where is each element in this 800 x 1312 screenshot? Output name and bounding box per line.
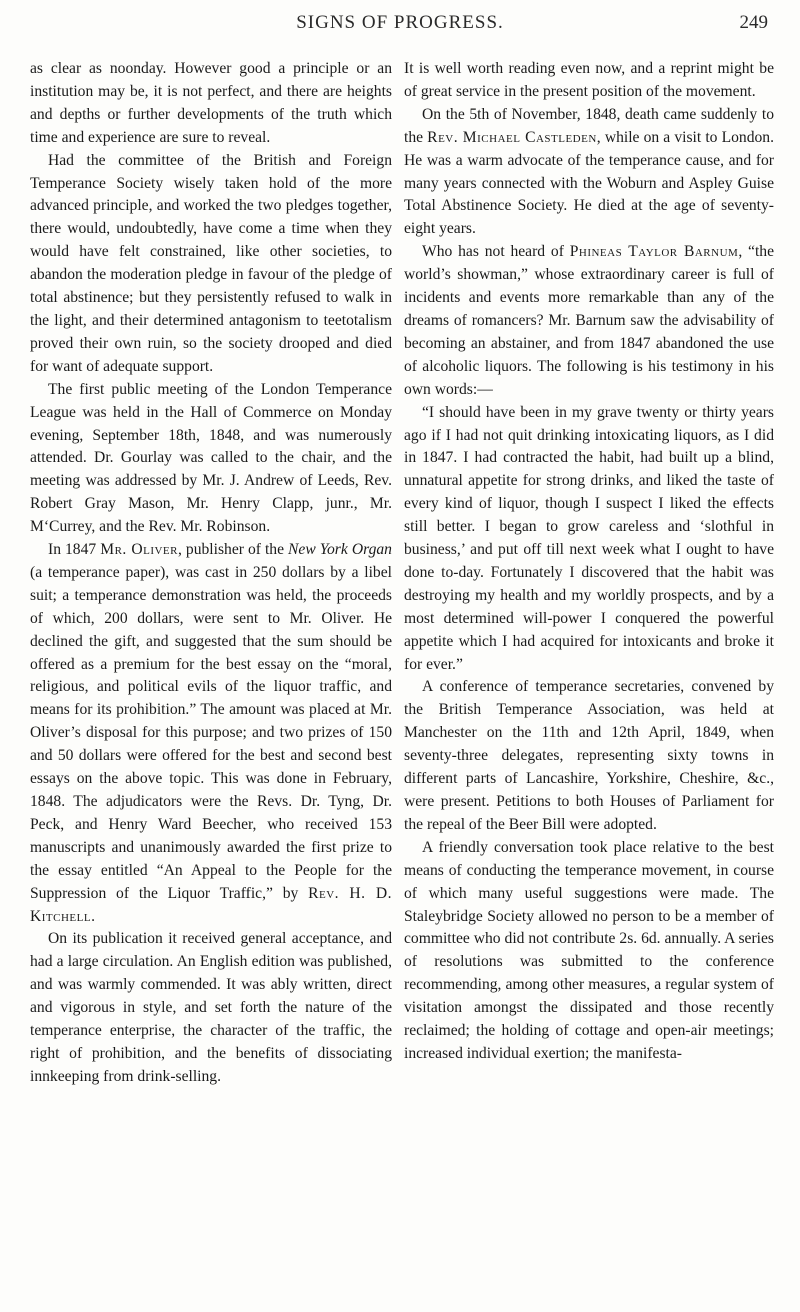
text-run: . bbox=[91, 907, 95, 925]
paragraph: A conference of temperance secretaries, convened by the British Temperance Association, was held at Manchester on the 11th and 12th April, 1849, when seventy-three delegates, representing sixty towns in different parts of Lancashire, Yorkshire, Cheshire, &c., were present. Petitions to both Houses of Parliament for the repeal of the Beer Bill were adopted. bbox=[404, 678, 774, 833]
paragraph: Had the committee of the British and Foreign Temperance Society wisely taken hold of the more advanced principle, and worked the two pledges together, there would, undoubtedly, have come a time when they would have felt constrained, like other societies, to abandon the moderation pledge in favour of the pledge of total abstinence; but they persistently refused to walk in the light, and their determined antagonism to teetotalism proved their own ruin, so the society drooped and died for want of adequate support. bbox=[30, 151, 392, 375]
paragraph bbox=[404, 104, 774, 241]
text-run: (a temperance paper), was cast in 250 dollars by a libel suit; a temperance demonstration was held, the proceeds of which, 200 dollars, were sent to Mr. Oliver. He declined the gift, and suggested that the sum should be offered as a premium for the best essay on the “moral, religious, and political evils of the liquor traffic, and means for its prohibition.” The amount was placed at Mr. Oliver’s disposal for this purpose; and two prizes of 150 and 50 dollars were offered for the best and second best essays on the above topic. This was done in February, 1848. The adjudicators were the Revs. Dr. Tyng, Dr. Peck, and Henry Ward Beecher, who received 153 manuscripts and unanimously awarded the first prize to the essay entitled “An Appeal to the People for the Suppression of the Liquor Traffic,” by bbox=[30, 563, 392, 902]
paragraph bbox=[404, 241, 774, 401]
left-column bbox=[30, 58, 392, 1089]
text-run: , “the world’s showman,” whose extraordinary career is full of incidents and events more remarkable than any of the dreams of romancers? Mr. Barnum saw the advisability of becoming an abstainer, and from 1847 abandoned the use of alcoholic liquors. The following is his testimony in his own words:— bbox=[404, 243, 774, 398]
paragraph bbox=[30, 539, 392, 928]
paragraph: as clear as noonday. However good a principle or an institution may be, it is not perfect, and there are heights and depths or further developments of the truth which time and experience are sure to reveal. bbox=[30, 60, 392, 146]
text-run: In 1847 bbox=[48, 541, 101, 559]
paragraph: The first public meeting of the London Temperance League was held in the Hall of Commerce on Monday evening, September 18th, 1848, and was numerously attended. Dr. Gourlay was called to the chair, and the meeting was addressed by Mr. J. Andrew of Leeds, Rev. Robert Gray Mason, Mr. Henry Clapp, junr., Mr. M‘Currey, and the Rev. Mr. Robinson. bbox=[30, 380, 392, 536]
person-name: Phineas Taylor Barnum bbox=[569, 243, 739, 261]
text-run: On the 5th of November, 1848, death came suddenly to the bbox=[404, 105, 774, 146]
person-name: Rev. H. D. Kitchell bbox=[30, 884, 392, 925]
text-run: , while on a visit to London. He was a warm advocate of the temperance cause, and for many years connected with the Woburn and Aspley Guise Total Abstinence Society. He died at the age of seventy-eight years. bbox=[404, 128, 774, 238]
running-title: SIGNS OF PROGRESS. bbox=[296, 12, 504, 33]
paragraph: On its publication it received general acceptance, and had a large circulation. An English edition was published, and was warmly commended. It was ably written, direct and vigorous in style, and set forth the nature of the temperance enterprise, the character of the traffic, the right of prohibition, and the benefits of dissociating innkeeping from drink-selling. bbox=[30, 930, 392, 1085]
right-column bbox=[404, 58, 774, 1066]
quotation: “I should have been in my grave twenty or thirty years ago if I had not quit drinking intoxicating liquors, as I did in 1847. I had contracted the habit, had built up a blind, unnatural appetite for strong drinks, and liked the taste of every kind of liquor, though I suspect I liked the effects still better. I began to grow careless and ‘slothful in business,’ and put off till next week what I ought to have done to-day. Fortunately I discovered that the habit was destroying my health and my worldly prospects, and by a most determined will-power I conquered the powerful appetite which I had acquired for intoxicants and broke it for ever.” bbox=[404, 403, 774, 673]
page-number: 249 bbox=[739, 12, 768, 33]
text-run: Who has not heard of bbox=[422, 243, 570, 261]
text-run: , publisher of the bbox=[177, 541, 289, 559]
person-name: Rev. Michael Castleden bbox=[427, 128, 597, 146]
paragraph: It is well worth reading even now, and a reprint might be of great service in the present position of the movement. bbox=[404, 60, 774, 100]
person-name: Mr. Oliver bbox=[100, 541, 178, 559]
publication-title: New York Organ bbox=[288, 541, 392, 559]
paragraph: A friendly conversation took place relative to the best means of conducting the temperance movement, in course of which many useful suggestions were made. The Staleybridge Society allowed no person to be a member of committee who did not contribute 2s. 6d. annually. A series of resolutions was submitted to the conference recommending, among other measures, a regular system of visitation amongst the dissipated and those recently reclaimed; the holding of cottage and open-air meetings; increased individual exertion; the manifesta- bbox=[404, 838, 774, 1062]
